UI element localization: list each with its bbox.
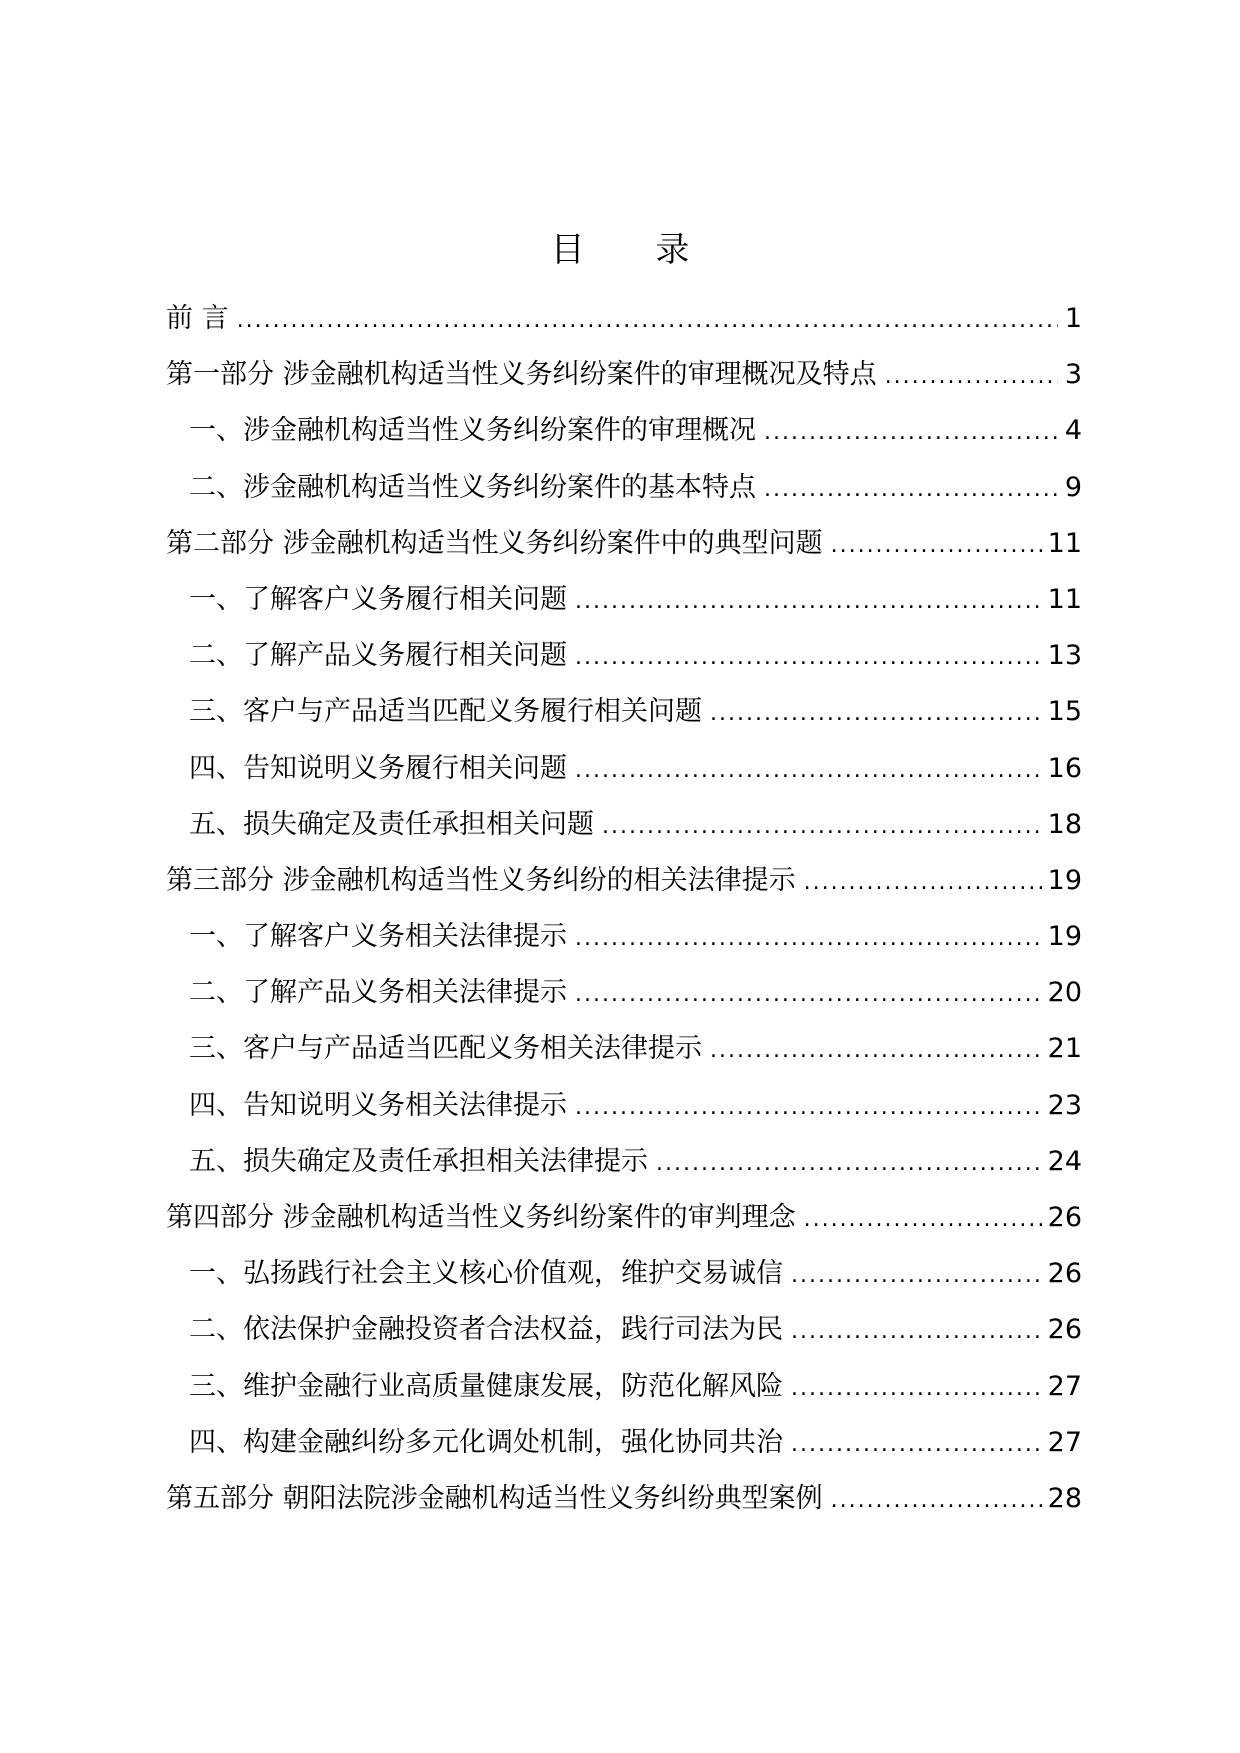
- toc-entry-label: 二、了解产品义务相关法律提示: [189, 977, 567, 1009]
- toc-entry[interactable]: [166, 1026, 1082, 1082]
- toc-entry-label: 三、客户与产品适当匹配义务履行相关问题: [189, 696, 702, 728]
- toc-entry-page: 11: [1047, 583, 1082, 615]
- toc-dot-leader: [804, 1207, 1044, 1232]
- toc-dot-leader: [575, 982, 1044, 1007]
- toc-entry-page: 27: [1047, 1370, 1082, 1402]
- toc-entry[interactable]: [166, 1083, 1082, 1139]
- toc-dot-leader: [710, 1038, 1044, 1063]
- toc-entry-label: 二、了解产品义务履行相关问题: [189, 640, 567, 672]
- toc-entry-label: 二、涉金融机构适当性义务纠纷案件的基本特点: [189, 471, 756, 503]
- toc-entry-page: 19: [1047, 864, 1082, 896]
- toc-entry[interactable]: [166, 1307, 1082, 1363]
- toc-entry[interactable]: [166, 746, 1082, 802]
- toc-dot-leader: [575, 589, 1044, 614]
- toc-entry[interactable]: [166, 1364, 1082, 1420]
- toc-dot-leader: [804, 870, 1044, 895]
- toc-dot-leader: [575, 645, 1044, 670]
- toc-entry-page: 26: [1047, 1258, 1082, 1290]
- toc-entry[interactable]: [166, 352, 1082, 408]
- toc-entry-label: 一、涉金融机构适当性义务纠纷案件的审理概况: [189, 415, 756, 447]
- toc-entry-label: 四、构建金融纠纷多元化调处机制，强化协同共治: [189, 1426, 783, 1458]
- toc-entry-label: 第四部分 涉金融机构适当性义务纠纷案件的审判理念: [166, 1202, 796, 1233]
- toc-dot-leader: [764, 477, 1058, 502]
- toc-dot-leader: [575, 758, 1044, 783]
- toc-entry[interactable]: [166, 802, 1082, 858]
- toc-entry[interactable]: [166, 689, 1082, 745]
- toc-entry-page: 1: [1064, 303, 1082, 334]
- toc-dot-leader: [791, 1376, 1044, 1401]
- toc-entry-label: 五、损失确定及责任承担相关法律提示: [189, 1145, 648, 1177]
- toc-dot-leader: [237, 308, 1058, 333]
- toc-entry[interactable]: [166, 914, 1082, 970]
- toc-dot-leader: [885, 364, 1058, 389]
- toc-entry-page: 21: [1047, 1033, 1082, 1065]
- toc-entry-page: 16: [1047, 752, 1082, 784]
- toc-entry-label: 第三部分 涉金融机构适当性义务纠纷的相关法律提示: [166, 864, 796, 896]
- toc-entry[interactable]: [166, 633, 1082, 689]
- toc-entry[interactable]: [166, 1420, 1082, 1476]
- toc-dot-leader: [575, 1095, 1044, 1120]
- toc-entry-label: 三、客户与产品适当匹配义务相关法律提示: [189, 1033, 702, 1065]
- toc-entry-label: 五、损失确定及责任承担相关问题: [189, 808, 594, 840]
- toc-dot-leader: [831, 533, 1044, 558]
- toc-entry[interactable]: [166, 858, 1082, 914]
- toc-entry[interactable]: [166, 521, 1082, 577]
- toc-entry[interactable]: [166, 296, 1082, 352]
- toc-entry-page: 18: [1047, 808, 1082, 840]
- toc-entry-label: 前 言: [166, 303, 229, 334]
- toc-dot-leader: [791, 1319, 1044, 1344]
- toc-entry[interactable]: [166, 1195, 1082, 1251]
- toc-entry-label: 四、告知说明义务履行相关问题: [189, 752, 567, 784]
- toc-entry[interactable]: [166, 1139, 1082, 1195]
- toc-entry-page: 20: [1047, 977, 1082, 1009]
- toc-dot-leader: [656, 1151, 1044, 1176]
- table-of-contents: [166, 296, 1082, 1532]
- toc-entry[interactable]: [166, 577, 1082, 633]
- toc-entry-page: 26: [1047, 1314, 1082, 1346]
- toc-dot-leader: [791, 1432, 1044, 1457]
- toc-entry-label: 一、了解客户义务相关法律提示: [189, 921, 567, 953]
- toc-entry-label: 第一部分 涉金融机构适当性义务纠纷案件的审理概况及特点: [166, 359, 877, 391]
- toc-dot-leader: [710, 701, 1044, 726]
- toc-entry-label: 二、依法保护金融投资者合法权益，践行司法为民: [189, 1314, 783, 1346]
- toc-entry[interactable]: [166, 408, 1082, 464]
- toc-dot-leader: [764, 420, 1058, 445]
- toc-entry-page: 3: [1064, 359, 1082, 391]
- toc-entry-label: 第二部分 涉金融机构适当性义务纠纷案件中的典型问题: [166, 527, 823, 559]
- toc-entry-page: 23: [1047, 1089, 1082, 1121]
- toc-entry-page: 15: [1047, 696, 1082, 728]
- toc-entry-label: 三、维护金融行业高质量健康发展，防范化解风险: [189, 1370, 783, 1402]
- toc-entry[interactable]: [166, 970, 1082, 1026]
- toc-entry-page: 28: [1047, 1482, 1082, 1514]
- toc-dot-leader: [602, 814, 1044, 839]
- toc-entry-page: 26: [1047, 1202, 1082, 1233]
- toc-dot-leader: [791, 1263, 1044, 1288]
- toc-entry-page: 11: [1047, 527, 1082, 559]
- toc-entry-label: 四、告知说明义务相关法律提示: [189, 1089, 567, 1121]
- toc-entry-page: 13: [1047, 640, 1082, 672]
- toc-entry-page: 4: [1064, 415, 1082, 447]
- toc-entry-page: 9: [1064, 471, 1082, 503]
- toc-entry-label: 一、了解客户义务履行相关问题: [189, 583, 567, 615]
- toc-entry[interactable]: [166, 465, 1082, 521]
- toc-entry-page: 19: [1047, 921, 1082, 953]
- toc-entry[interactable]: [166, 1251, 1082, 1307]
- toc-dot-leader: [831, 1488, 1044, 1513]
- toc-entry-page: 27: [1047, 1426, 1082, 1458]
- toc-entry-page: 24: [1047, 1145, 1082, 1177]
- toc-entry-label: 一、弘扬践行社会主义核心价值观，维护交易诚信: [189, 1258, 783, 1290]
- toc-entry-label: 第五部分 朝阳法院涉金融机构适当性义务纠纷典型案例: [166, 1482, 823, 1514]
- toc-entry[interactable]: [166, 1476, 1082, 1532]
- page-title: 目 录: [550, 230, 720, 270]
- toc-dot-leader: [575, 926, 1044, 951]
